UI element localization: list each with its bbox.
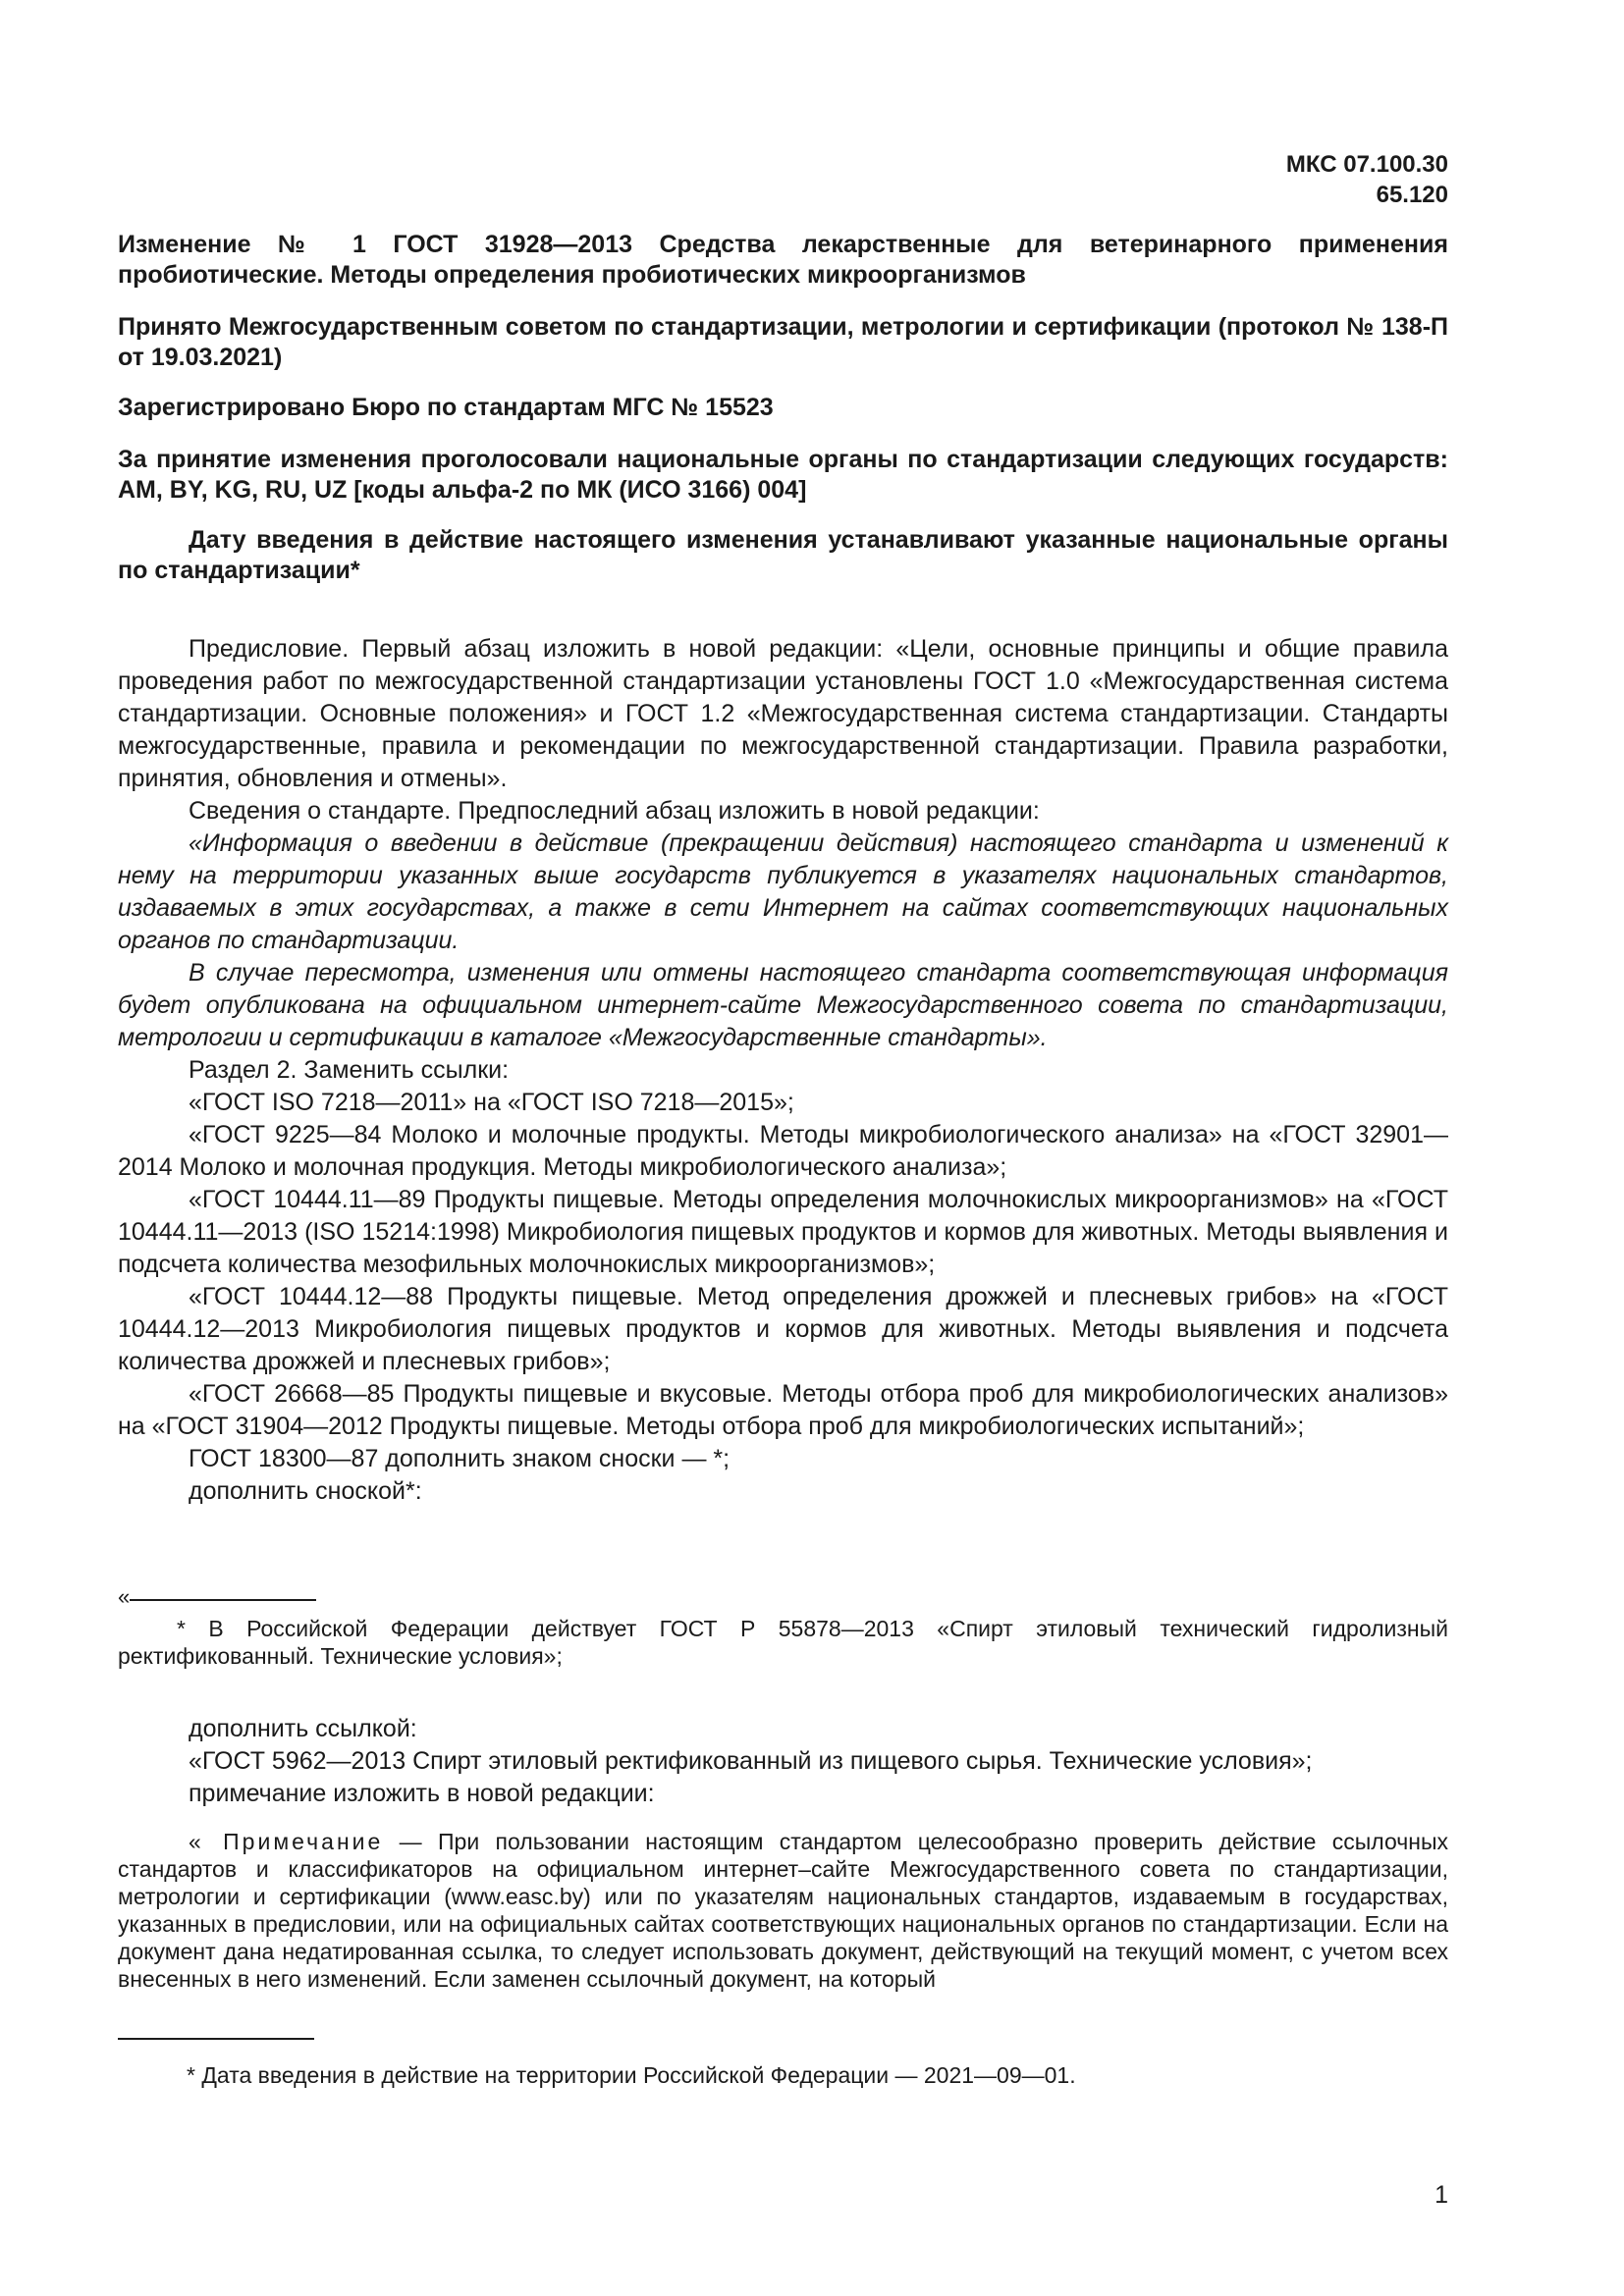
main-body	[118, 633, 1448, 1508]
inline-footnote-text: * В Российской Федерации действует ГОСТ Р 55878—2013 «Спирт этиловый технический гидролизный ректификованный. Технические условия»;	[118, 1616, 1448, 1669]
paragraph-ref-1: «ГОСТ ISO 7218—2011» на «ГОСТ ISO 7218—2015»;	[189, 1089, 794, 1116]
paragraph-ref-3: «ГОСТ 10444.11—89 Продукты пищевые. Методы определения молочнокислых микроорганизмов» на «ГОСТ 10444.11—2013 (ISO 15214:1998) Микробиология пищевых продуктов и кормов для животных. Методы выявления и подсчета количества мезофильных молочнокислых микроорганизмов»;	[118, 1186, 1448, 1278]
note-block	[118, 1828, 1448, 1993]
adopted-by: Принято Межгосударственным советом по стандартизации, метрологии и сертификации (протокол № 138-П от 19.03.2021)	[118, 313, 1448, 371]
voting-states: За принятие изменения проголосовали национальные органы по стандартизации следующих государств: AM, BY, KG, RU, UZ [коды альфа-2 по МК (ИСО 3166) 004]	[118, 446, 1448, 504]
mks-code-1: МКС 07.100.30	[1285, 151, 1448, 178]
paragraph-ref-7: дополнить сноской*:	[189, 1477, 422, 1505]
paragraph-add-ref: дополнить ссылкой:	[189, 1715, 417, 1742]
paragraph-ref-5: «ГОСТ 26668—85 Продукты пищевые и вкусовые. Методы отбора проб для микробиологических анализов» на «ГОСТ 31904—2012 Продукты пищевые. Методы отбора проб для микробиологических испытаний»;	[118, 1380, 1448, 1440]
paragraph-ref-2: «ГОСТ 9225—84 Молоко и молочные продукты. Методы микробиологического анализа» на «ГОСТ 32901—2014 Молоко и молочная продукция. Методы микробиологического анализа»;	[118, 1121, 1448, 1181]
title-block	[118, 230, 1448, 291]
registration: Зарегистрировано Бюро по стандартам МГС № 15523	[118, 394, 774, 421]
paragraph-note-intro: примечание изложить в новой редакции:	[189, 1780, 655, 1807]
note-body: — При пользовании настоящим стандартом целесообразно проверить действие ссылочных стандартов и классификаторов на официальном интернет–сайте Межгосударственного совета по стандартизации, метрологии и сертификации (www.easc.by) или по указателям национальных стандартов, издаваемым в государствах, указанных в предисловии, или на официальных сайтах соответствующих национальных органов по стандартизации. Если на документ дана недатированная ссылка, то следует использовать документ, действующий на текущий момент, с учетом всех внесенных в него изменений. Если заменен ссылочный документ, на который	[118, 1829, 1448, 1992]
paragraph-info: Сведения о стандарте. Предпоследний абзац изложить в новой редакции:	[189, 797, 1040, 825]
paragraph-italic-1: «Информация о введении в действие (прекращении действия) настоящего стандарта и изменений к нему на территории указанных выше государств публикуется в указателях национальных стандартов, издаваемых в этих государствах, а также в сети Интернет на сайтах соответствующих национальных органов по стандартизации.	[118, 829, 1448, 954]
footnote-quote-mark: «	[118, 1584, 131, 1609]
paragraph-ref-6: ГОСТ 18300—87 дополнить знаком сноски — *;	[189, 1445, 731, 1472]
paragraph-section2: Раздел 2. Заменить ссылки:	[189, 1056, 510, 1084]
page-footnote-text: * Дата введения в действие на территории Российской Федерации — 2021—09—01.	[187, 2062, 1076, 2088]
paragraph-italic-2: В случае пересмотра, изменения или отмены настоящего стандарта соответствующая информация будет опубликована на официальном интернет-сайте Межгосударственного совета по стандартизации, метрологии и сертификации в каталоге «Межгосударственные стандарты».	[118, 959, 1448, 1051]
page-number: 1	[1435, 2181, 1448, 2209]
page-footnote-separator	[118, 2038, 314, 2040]
note-text	[118, 1828, 1448, 1993]
note-lead: « Примечание	[189, 1829, 384, 1854]
page-footnote-block	[118, 2038, 1448, 2089]
mks-code-2: 65.120	[1376, 182, 1448, 208]
footnote-separator	[130, 1599, 316, 1601]
paragraph-preface: Предисловие. Первый абзац изложить в новой редакции: «Цели, основные принципы и общие правила проведения работ по межгосударственной стандартизации установлены ГОСТ 1.0 «Межгосударственная система стандартизации. Основные положения» и ГОСТ 1.2 «Межгосударственная система стандартизации. Стандарты межгосударственные, правила и рекомендации по межгосударственной стандартизации. Правила разработки, принятия, обновления и отмены».	[118, 635, 1448, 792]
inline-footnote	[118, 1584, 1448, 1670]
mks-codes	[1286, 149, 1448, 210]
body-continued	[118, 1713, 1448, 1810]
document-page	[118, 0, 1448, 2296]
effective-date-note: Дату введения в действие настоящего изменения устанавливают указанные национальные органы по стандартизации*	[118, 526, 1448, 584]
paragraph-ref-4: «ГОСТ 10444.12—88 Продукты пищевые. Метод определения дрожжей и плесневых грибов» на «ГОСТ 10444.12—2013 Микробиология пищевых продуктов и кормов для животных. Методы выявления и подсчета количества дрожжей и плесневых грибов»;	[118, 1283, 1448, 1375]
amendment-title: Изменение № 1 ГОСТ 31928—2013 Средства лекарственные для ветеринарного применения пробиотические. Методы определения пробиотических микроорганизмов	[118, 231, 1448, 289]
paragraph-gost-5962: «ГОСТ 5962—2013 Спирт этиловый ректификованный из пищевого сырья. Технические условия»;	[189, 1747, 1313, 1775]
